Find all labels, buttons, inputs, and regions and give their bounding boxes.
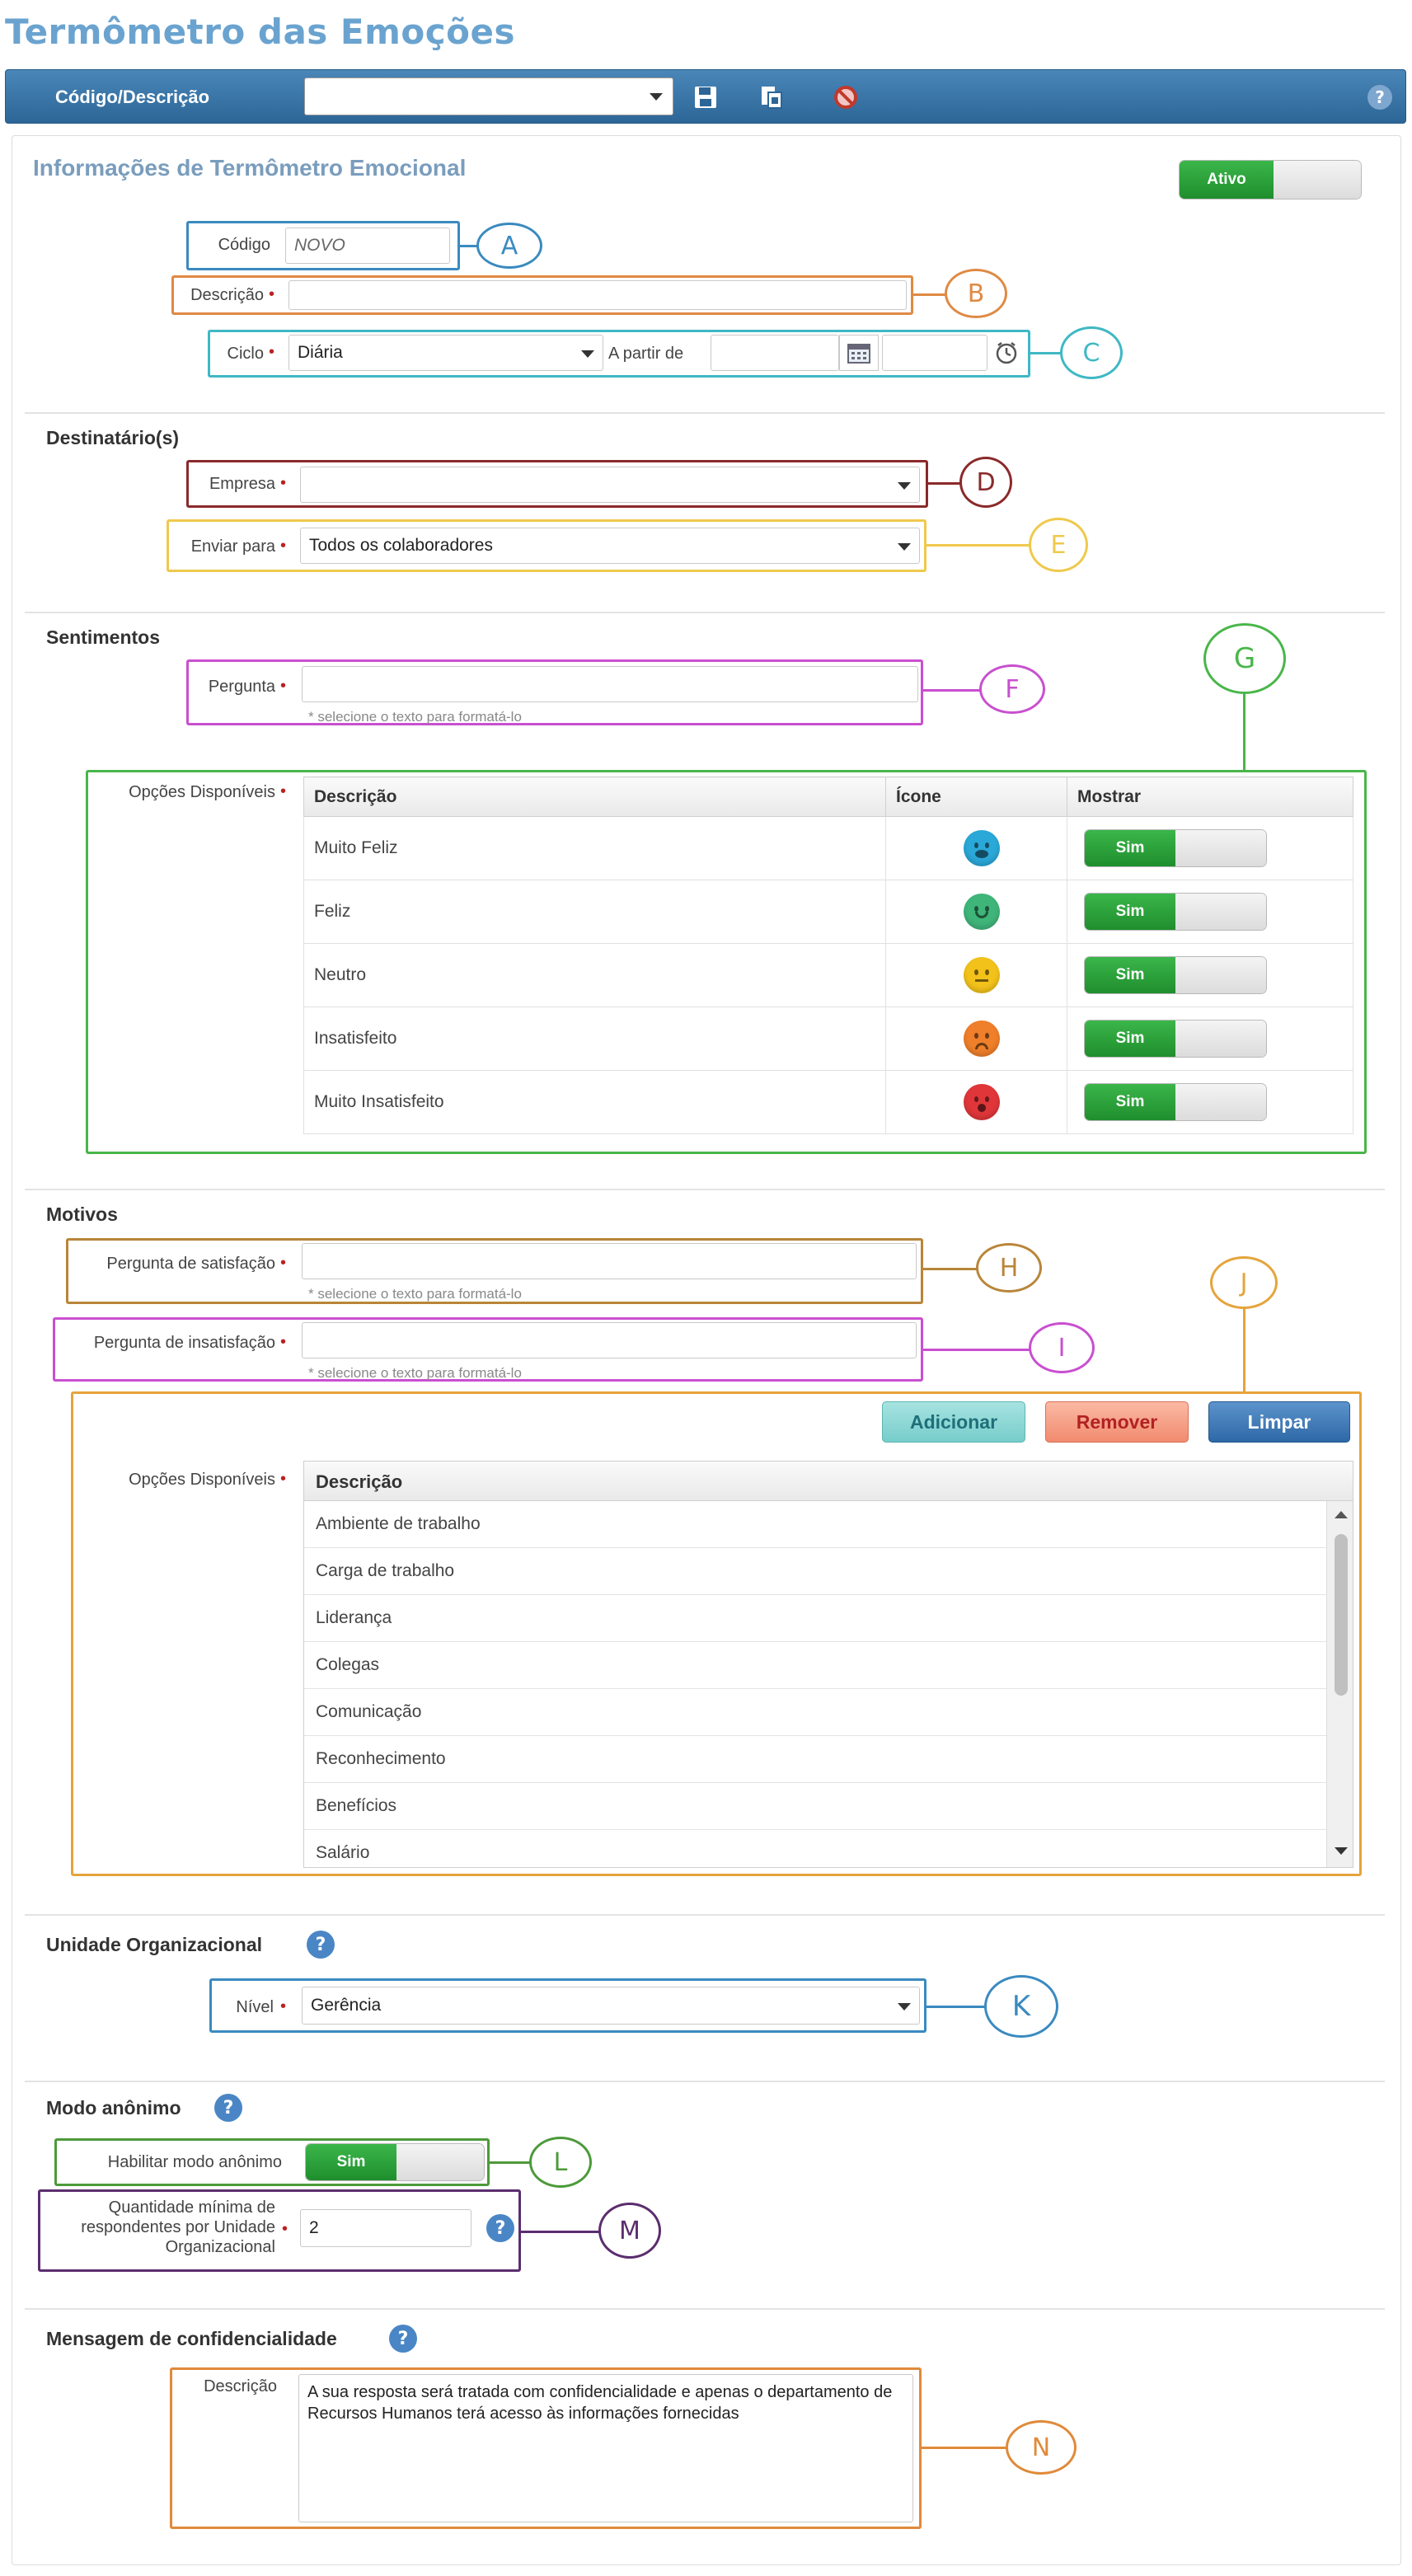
marker-k: K [984,1975,1058,2038]
chevron-down-icon [650,93,663,101]
marker-g: G [1203,623,1286,694]
calendar-icon[interactable] [839,335,879,371]
marker-l: L [529,2137,592,2188]
column-icone: Ícone [886,777,1067,817]
scrollbar-thumb[interactable] [1335,1534,1348,1696]
row-descricao: Neutro [304,944,886,1007]
quantidade-input[interactable]: 2 [300,2209,471,2247]
clear-button[interactable]: Limpar [1208,1401,1350,1443]
very-unhappy-face-icon [964,1084,1000,1120]
column-descricao: Descrição [304,777,886,817]
satisfacao-label: Pergunta de satisfação [106,1255,275,1273]
marker-b: B [945,269,1007,318]
list-item-label: Ambiente de trabalho [316,1514,481,1533]
descricao-label: Descrição [190,286,264,304]
scroll-down-icon[interactable] [1335,1847,1348,1855]
very-happy-face-icon [964,830,1000,866]
marker-a: A [476,223,542,269]
list-item-label: Comunicação [316,1702,422,1721]
list-item[interactable] [304,1548,1326,1595]
list-item[interactable] [304,1501,1326,1548]
pergunta-input[interactable] [302,666,918,702]
quantidade-label: Quantidade mínima de respondentes por Unidade Organizacional [81,2198,275,2256]
save-icon[interactable] [692,83,720,111]
anonimo-toggle[interactable] [305,2143,485,2181]
chevron-down-icon [581,350,594,358]
add-button[interactable]: Adicionar [882,1401,1025,1443]
remove-button[interactable]: Remover [1045,1401,1189,1443]
mensagem-textarea[interactable]: A sua resposta será tratada com confidencialidade e apenas o departamento de Recursos Humanos terá acesso às informações fornecidas [298,2374,913,2522]
date-input[interactable] [711,335,839,371]
list-item-label: Reconhecimento [316,1749,446,1768]
enviar-para-value: Todos os colaboradores [309,536,493,555]
toolbar [5,69,1406,124]
insatisfacao-label: Pergunta de insatisfação [93,1334,275,1352]
row-descricao: Feliz [304,880,886,944]
neutral-face-icon [964,957,1000,993]
table-row[interactable] [304,1007,1353,1071]
enviar-para-label: Enviar para [190,537,275,556]
column-mostrar: Mostrar [1067,777,1353,817]
row-descricao: Muito Feliz [304,817,886,880]
marker-d: D [959,457,1012,508]
mostrar-toggle[interactable]: Sim [1084,1020,1267,1058]
list-item[interactable] [304,1642,1326,1689]
marker-h: H [976,1243,1042,1293]
help-icon[interactable]: ? [214,2094,242,2122]
list-item[interactable] [304,1689,1326,1736]
destinatarios-title: Destinatário(s) [46,427,180,448]
list-item-label: Benefícios [316,1796,397,1815]
nivel-label: Nível [236,1998,274,2016]
insatisfacao-input[interactable] [302,1322,917,1358]
table-header-row [304,777,1353,817]
row-descricao: Insatisfeito [304,1007,886,1071]
code-description-combo[interactable] [304,77,673,115]
marker-m: M [598,2203,661,2259]
empresa-select[interactable] [300,467,920,503]
mostrar-toggle[interactable]: Sim [1084,893,1267,931]
table-row[interactable] [304,1071,1353,1134]
list-item-label: Salário [316,1843,370,1862]
sentimentos-title: Sentimentos [46,626,161,648]
status-toggle[interactable] [1179,160,1362,199]
motivos-title: Motivos [46,1204,118,1225]
codigo-input[interactable]: NOVO [285,228,450,264]
page-title: Termômetro das Emoções [5,12,515,52]
confidencialidade-title: Mensagem de confidencialidade [46,2328,337,2349]
help-icon[interactable]: ? [1367,85,1392,110]
motivos-opcoes-label: Opções Disponíveis [129,1471,275,1489]
help-icon[interactable]: ? [307,1931,335,1959]
column-descricao: Descrição [304,1462,1353,1501]
chevron-down-icon [898,543,911,551]
marker-f: F [979,664,1045,714]
unhappy-face-icon [964,1021,1000,1057]
nivel-value: Gerência [311,1996,382,2015]
chevron-down-icon [898,482,911,490]
anonimo-toggle-on: Sim [306,2144,396,2180]
scroll-up-icon[interactable] [1335,1511,1348,1518]
a-partir-label: A partir de [608,345,684,363]
mostrar-toggle[interactable]: Sim [1084,1083,1267,1121]
nivel-select[interactable] [302,1987,920,2025]
row-descricao: Muito Insatisfeito [304,1071,886,1134]
table-row[interactable] [304,880,1353,944]
ciclo-value: Diária [298,343,343,362]
happy-face-icon [964,894,1000,930]
page-root: Termômetro das Emoções Código/Descrição ? Informações de Termômetro Emocional Ativo Código NOVO A Descrição • B Ciclo • Diária A partir de C Destinatário(s) Empresa • D Enviar para • Todos os colaboradores E Sentimentos Pergunta • * selecione o texto para formatá-lo F G Opções Disponíveis • Descrição Ícone Mostrar Muito Feliz Sim Feliz Sim Neutro Sim Insatisfeito Sim Muito Insatisfeito Sim Motivos Pergunta de satisfação • * selecione o texto para formatá-lo H Pergunta de insatisfação • * selecione o texto para formatá-lo I J Adicionar Remover Limpar Opções Disponíveis • Descrição Ambiente de trabalho Carga de trabalho Liderança Colegas Comunicação Reconhecimento Benefícios Salário Unidade Organizacional ? Nível • Gerência K Modo anônimo ? Habilitar modo anônimo Sim L Quantidade mínima de respondentes por Unidade Organizacional • 2 ? M Mensagem de confidencialidade ? Descrição A sua resposta será tratada com confidencialidade e apenas o departamento de Recursos Humanos terá acesso às informações fornecidas N [0,0,1412,2576]
motivos-list [303,1461,1353,1868]
enviar-para-select[interactable] [300,528,920,564]
marker-j: J [1210,1256,1278,1309]
ciclo-select[interactable] [288,335,603,371]
help-icon[interactable]: ? [389,2325,417,2353]
cancel-icon[interactable] [832,83,860,111]
mostrar-toggle[interactable]: Sim [1084,829,1267,867]
list-item[interactable] [304,1830,1326,1868]
list-item-label: Carga de trabalho [316,1561,455,1580]
list-item[interactable] [304,1783,1326,1830]
anonimo-title: Modo anônimo [46,2097,181,2119]
satisfacao-hint: * selecione o texto para formatá-lo [308,1286,522,1302]
codigo-label: Código [218,236,270,254]
info-section-title: Informações de Termômetro Emocional [33,155,467,181]
list-item[interactable] [304,1595,1326,1642]
sentimentos-table [303,777,1353,1134]
scrollbar[interactable] [1326,1501,1353,1868]
table-row[interactable] [304,817,1353,880]
marker-c: C [1060,326,1123,379]
list-item-label: Liderança [316,1608,392,1627]
descricao-label: Descrição [204,2377,277,2395]
clock-icon[interactable] [987,335,1025,371]
list-item[interactable] [304,1736,1326,1783]
marker-i: I [1029,1322,1095,1373]
sentimentos-opcoes-label: Opções Disponíveis [129,783,275,801]
time-input[interactable] [882,335,987,371]
chevron-down-icon [898,2003,911,2011]
status-toggle-on: Ativo [1180,161,1274,199]
marker-n: N [1006,2420,1077,2475]
toolbar-label: Código/Descrição [55,87,210,107]
mostrar-toggle[interactable]: Sim [1084,956,1267,994]
insatisfacao-hint: * selecione o texto para formatá-lo [308,1365,522,1381]
table-row[interactable] [304,944,1353,1007]
satisfacao-input[interactable] [302,1243,917,1279]
empresa-label: Empresa [209,475,275,493]
marker-e: E [1029,518,1088,572]
list-item-label: Colegas [316,1655,380,1674]
pergunta-label: Pergunta [208,678,275,696]
copy-icon[interactable] [758,83,786,111]
help-icon[interactable]: ? [486,2214,514,2242]
ciclo-label: Ciclo [227,345,264,363]
unidade-title: Unidade Organizacional [46,1934,262,1955]
pergunta-hint: * selecione o texto para formatá-lo [308,709,522,725]
habilitar-label: Habilitar modo anônimo [107,2153,282,2171]
descricao-input[interactable] [288,280,907,310]
